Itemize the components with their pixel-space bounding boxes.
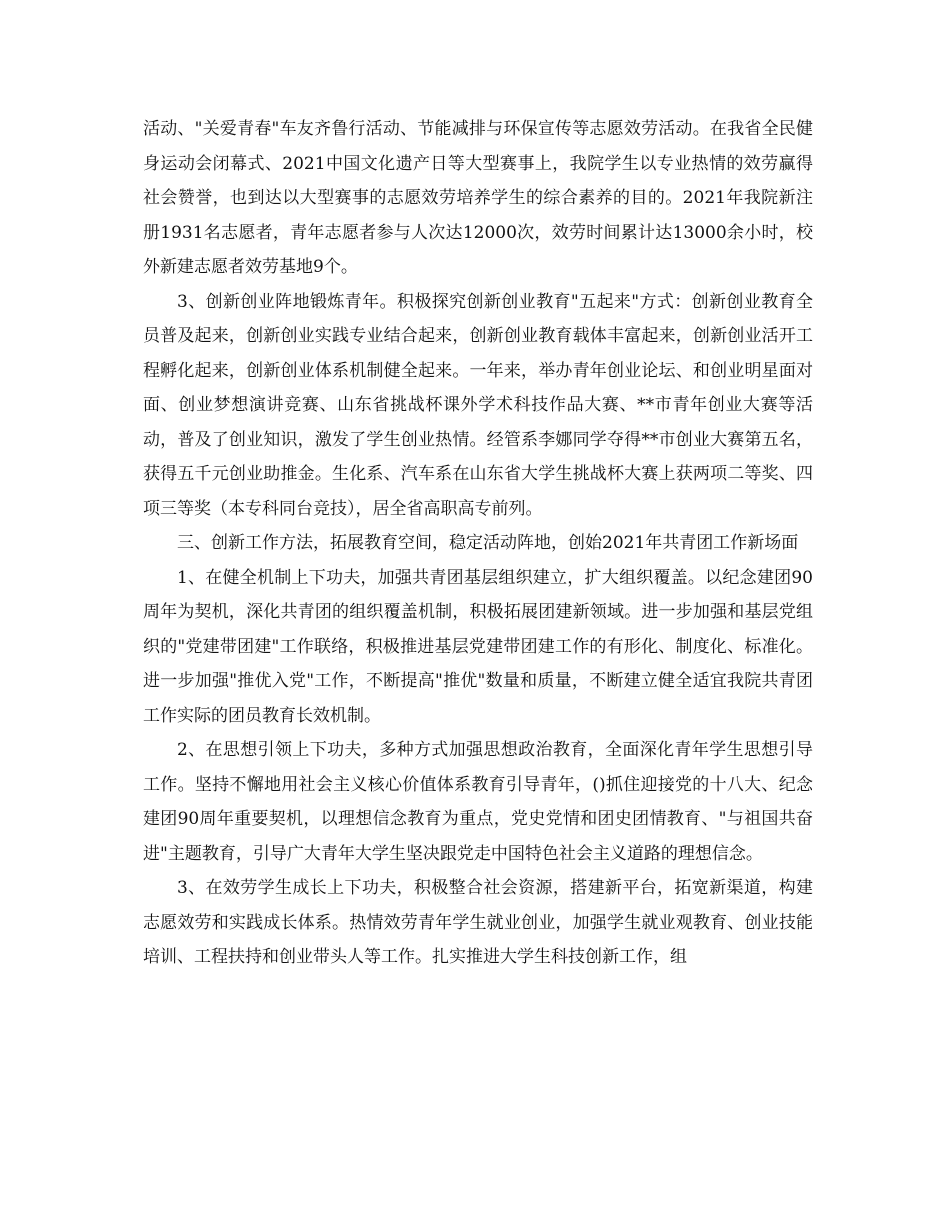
section-heading-three: 三、创新工作方法，拓展教育空间，稳定活动阵地，创始2021年共青团工作新场面 (177, 533, 799, 553)
paragraph-ideological-guidance: 2、在思想引领上下功夫，多种方式加强思想政治教育，全面深化青年学生思想引导工作。坚持不懈地用社会主义核心价值体系教育引导青年，()抓住迎接党的十八大、纪念建团90周年重要契机，以理想信念教育为重点，党史党情和团史团情教育、"与祖国共奋进"主题教育，引导广大青年大学生坚决跟党走中国特色社会主义道路的理想信念。 (143, 740, 813, 864)
paragraph-volunteer-activities: 活动、"关爱青春"车友齐鲁行活动、节能减排与环保宣传等志愿效劳活动。在我省全民健身运动会闭幕式、2021中国文化遗产日等大型赛事上，我院学生以专业热情的效劳赢得社会赞誉，也到达以大型赛事的志愿效劳培养学生的综合素养的目的。2021年我院新注册1931名志愿者，青年志愿者参与人次达12000次，效劳时间累计达13000余小时，校外新建志愿者效劳基地9个。 (143, 119, 813, 277)
paragraph-innovation-entrepreneurship: 3、创新创业阵地锻炼青年。积极探究创新创业教育"五起来"方式：创新创业教育全员普及起来，创新创业实践专业结合起来，创新创业教育载体丰富起来，创新创业活开工程孵化起来，创新创业体系机制健全起来。一年来，举办青年创业论坛、和创业明星面对面、创业梦想演讲竞赛、山东省挑战杯课外学术科技作品大赛、**市青年创业大赛等活动，普及了创业知识，激发了学生创业热情。经管系李娜同学夺得**市创业大赛第五名，获得五千元创业助推金。生化系、汽车系在山东省大学生挑战杯大赛上获两项二等奖、四项三等奖（本专科同台竞技），居全省高职高专前列。 (143, 291, 813, 519)
paragraph-mechanism: 1、在健全机制上下功夫，加强共青团基层组织建立，扩大组织覆盖。以纪念建团90周年为契机，深化共青团的组织覆盖机制，积极拓展团建新领域。进一步加强和基层党组织的"党建带团建"工作联络，积极推进基层党建带团建工作的有形化、制度化、标准化。进一步加强"推优入党"工作，不断提高"推优"数量和质量，不断建立健全适宜我院共青团工作实际的团员教育长效机制。 (143, 567, 813, 726)
document-body (143, 112, 813, 975)
paragraph-student-growth-service: 3、在效劳学生成长上下功夫，积极整合社会资源，搭建新平台，拓宽新渠道，构建志愿效劳和实践成长体系。热情效劳青年学生就业创业，加强学生就业观教育、创业技能培训、工程扶持和创业带头人等工作。扎实推进大学生科技创新工作，组 (143, 878, 813, 967)
